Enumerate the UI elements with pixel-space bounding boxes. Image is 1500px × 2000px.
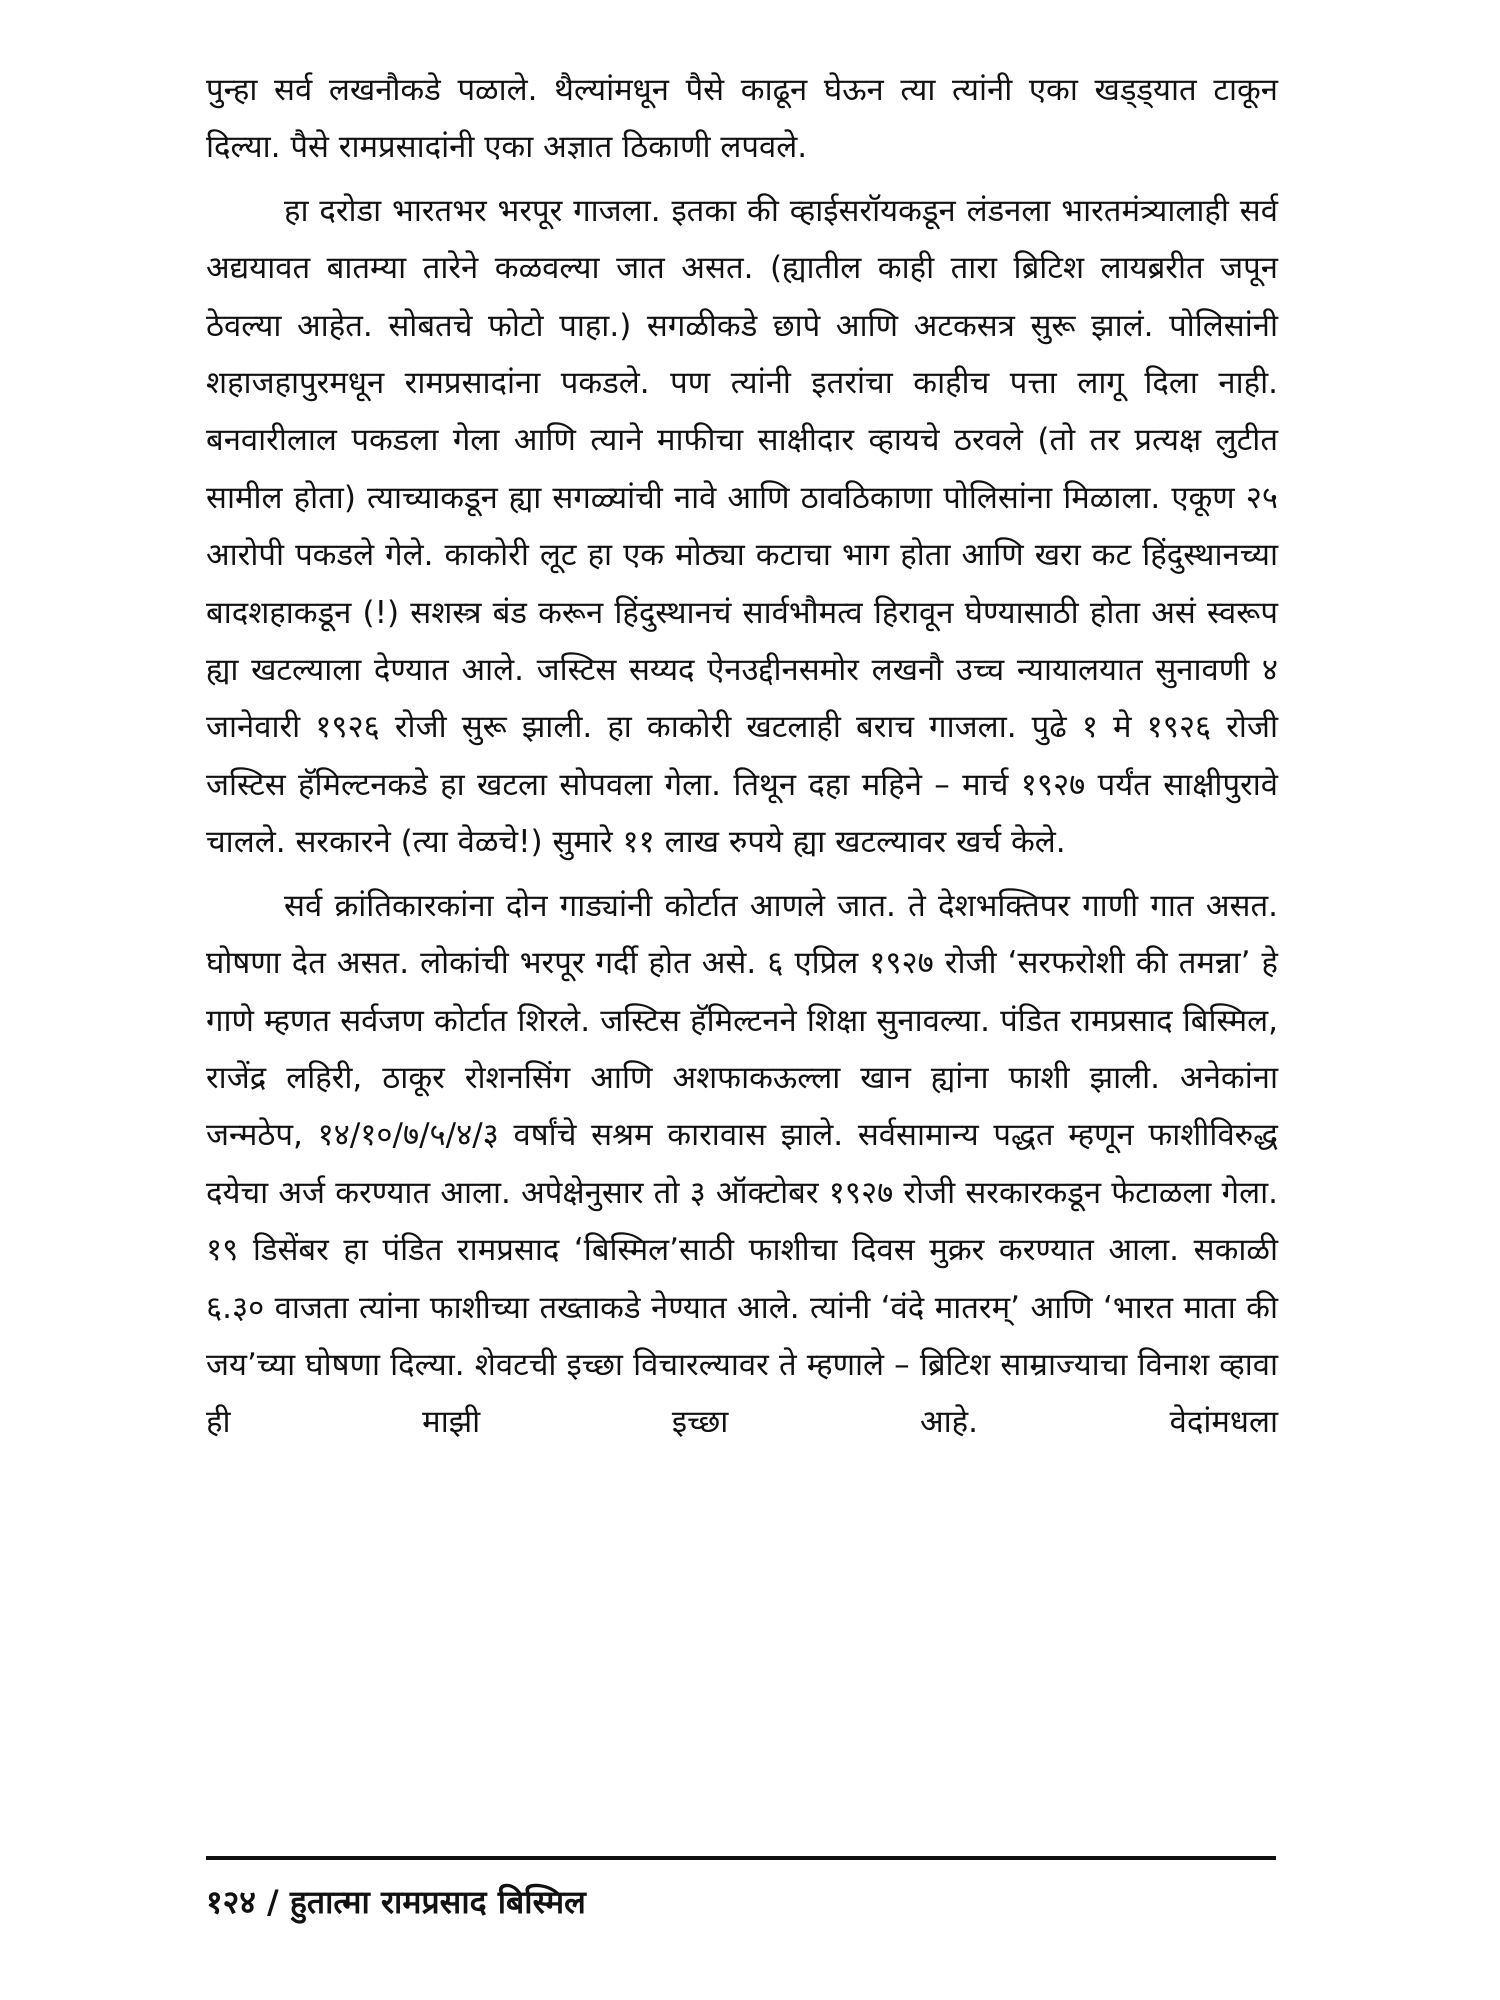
paragraph-3: सर्व क्रांतिकारकांना दोन गाड्यांनी कोर्टात आणले जात. ते देशभक्तिपर गाणी गात असत. घोषणा देत असत. लोकांची भरपूर गर्दी होत असे. ६ एप्रिल १९२७ रोजी ‘सरफरोशी की तमन्ना’ हे गाणे म्हणत सर्वजण कोर्टात शिरले. जस्टिस हॅमिल्टनने शिक्षा सुनावल्या. पंडित रामप्रसाद बिस्मिल, राजेंद्र लहिरी, ठाकूर रोशनसिंग आणि अशफाकऊल्ला खान ह्यांना फाशी झाली. अनेकांना जन्मठेप, १४/१०/७/५/४/३ वर्षांचे सश्रम कारावास झाले. सर्वसामान्य पद्धत म्हणून फाशीविरुद्ध दयेचा अर्ज करण्यात आला. अपेक्षेनुसार तो ३ ऑक्टोबर १९२७ रोजी सरकारकडून फेटाळला गेला. १९ डिसेंबर हा पंडित रामप्रसाद ‘बिस्मिल’साठी फाशीचा दिवस मुक्रर करण्यात आला. सकाळी ६.३० वाजता त्यांना फाशीच्या तख्ताकडे नेण्यात आले. त्यांनी ‘वंदे मातरम्’ आणि ‘भारत माता की जय’च्या घोषणा दिल्या. शेवटची इच्छा विचारल्यावर ते म्हणाले – ब्रिटिश साम्राज्याचा विनाश व्हावा ही माझी इच्छा आहे. वेदांमधला: [206, 887, 1278, 1441]
page-footer: १२४ / हुतात्मा रामप्रसाद बिस्मिल: [206, 1883, 586, 1921]
paragraph-1: पुन्हा सर्व लखनौकडे पळाले. थैल्यांमधून पैसे काढून घेऊन त्या त्यांनी एका खड्ड्यात टाकून दिल्या. पैसे रामप्रसादांनी एका अज्ञात ठिकाणी लपवले.: [206, 72, 1278, 166]
footer-divider: [206, 1856, 1276, 1860]
page-body: [206, 62, 1278, 1452]
paragraph-2: हा दरोडा भारतभर भरपूर गाजला. इतका की व्हाईसरॉयकडून लंडनला भारतमंत्र्यालाही सर्व अद्ययावत बातम्या तारेने कळवल्या जात असत. (ह्यातील काही तारा ब्रिटिश लायब्ररीत जपून ठेवल्या आहेत. सोबतचे फोटो पाहा.) सगळीकडे छापे आणि अटकसत्र सुरू झालं. पोलिसांनी शहाजहापुरमधून रामप्रसादांना पकडले. पण त्यांनी इतरांचा काहीच पत्ता लागू दिला नाही. बनवारीलाल पकडला गेला आणि त्याने माफीचा साक्षीदार व्हायचे ठरवले (तो तर प्रत्यक्ष लुटीत सामील होता) त्याच्याकडून ह्या सगळ्यांची नावे आणि ठावठिकाणा पोलिसांना मिळाला. एकूण २५ आरोपी पकडले गेले. काकोरी लूट हा एक मोठ्या कटाचा भाग होता आणि खरा कट हिंदुस्थानच्या बादशहाकडून (!) सशस्त्र बंड करून हिंदुस्थानचं सार्वभौमत्व हिरावून घेण्यासाठी होता असं स्वरूप ह्या खटल्याला देण्यात आले. जस्टिस सय्यद ऐनउद्दीनसमोर लखनौ उच्च न्यायालयात सुनावणी ४ जानेवारी १९२६ रोजी सुरू झाली. हा काकोरी खटलाही बराच गाजला. पुढे १ मे १९२६ रोजी जस्टिस हॅमिल्टनकडे हा खटला सोपवला गेला. तिथून दहा महिने – मार्च १९२७ पर्यंत साक्षीपुरावे चालले. सरकारने (त्या वेळचे!) सुमारे ११ लाख रुपये ह्या खटल्यावर खर्च केले.: [206, 192, 1278, 861]
